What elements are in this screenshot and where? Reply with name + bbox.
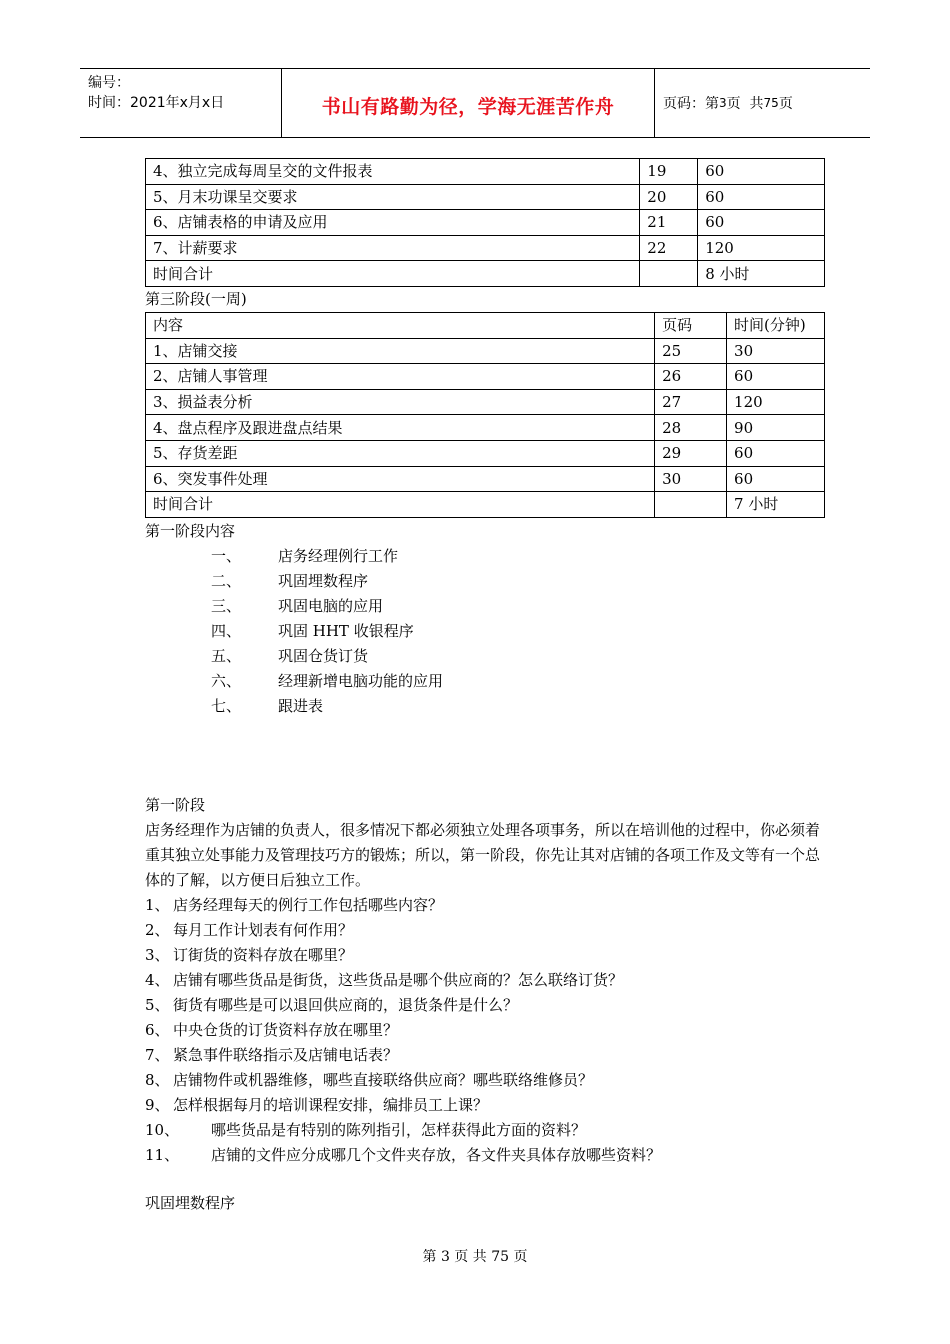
row-page: 21 — [640, 210, 698, 236]
row-time: 60 — [727, 364, 825, 390]
table-row — [146, 338, 825, 364]
stage2-schedule-table — [145, 158, 825, 287]
question-item — [145, 968, 623, 993]
row-page: 28 — [655, 415, 727, 441]
table-row — [146, 389, 825, 415]
question-item — [145, 943, 353, 968]
row-time: 60 — [698, 159, 825, 185]
question-number: 6、 — [145, 1021, 170, 1039]
row-time: 60 — [698, 210, 825, 236]
question-number: 11、 — [145, 1146, 180, 1164]
question-text: 怎样根据每月的培训课程安排，编排员工上课？ — [173, 1096, 489, 1114]
page-total: 75 — [763, 96, 779, 110]
row-content: 5、月末功课呈交要求 — [146, 184, 640, 210]
row-content: 4、独立完成每周呈交的文件报表 — [146, 159, 640, 185]
row-time: 120 — [727, 389, 825, 415]
row-page: 20 — [640, 184, 698, 210]
table-row — [146, 184, 825, 210]
stage1-contents-title: 第一阶段内容 — [145, 522, 236, 540]
header-time: 时间(分钟) — [727, 313, 825, 339]
table-row — [146, 210, 825, 236]
table-header-row — [146, 313, 825, 339]
list-item-number: 三、 — [211, 597, 242, 615]
question-number: 5、 — [145, 996, 170, 1014]
row-page: 19 — [640, 159, 698, 185]
list-item: 巩固 HHT 收银程序 — [278, 622, 414, 640]
row-content: 6、突发事件处理 — [146, 466, 655, 492]
row-time: 30 — [727, 338, 825, 364]
question-number: 7、 — [145, 1046, 170, 1064]
row-time: 60 — [727, 466, 825, 492]
table-row — [146, 466, 825, 492]
question-item — [145, 993, 518, 1018]
list-item-number: 二、 — [211, 572, 242, 590]
row-page: 27 — [655, 389, 727, 415]
table-row — [146, 159, 825, 185]
list-item: 巩固电脑的应用 — [278, 597, 384, 615]
table-row — [146, 261, 825, 287]
question-text: 哪些货品是有特别的陈列指引，怎样获得此方面的资料？ — [211, 1121, 587, 1139]
question-item — [145, 1043, 398, 1068]
question-text: 紧急事件联络指示及店铺电话表？ — [173, 1046, 399, 1064]
row-page — [655, 492, 727, 518]
question-number: 2、 — [145, 921, 170, 939]
row-page: 26 — [655, 364, 727, 390]
row-content: 1、店铺交接 — [146, 338, 655, 364]
header-left-cell — [80, 69, 282, 137]
row-time: 120 — [698, 235, 825, 261]
list-item-number: 一、 — [211, 547, 242, 565]
list-item: 巩固仓货订货 — [278, 647, 369, 665]
row-page: 25 — [655, 338, 727, 364]
row-page: 29 — [655, 440, 727, 466]
question-text: 中央仓货的订货资料存放在哪里？ — [173, 1021, 399, 1039]
page-prefix: 页码：第 — [663, 96, 719, 112]
question-number: 3、 — [145, 946, 170, 964]
question-number: 10、 — [145, 1121, 180, 1139]
row-page: 22 — [640, 235, 698, 261]
row-content: 2、店铺人事管理 — [146, 364, 655, 390]
row-content: 4、盘点程序及跟进盘点结果 — [146, 415, 655, 441]
row-content: 6、店铺表格的申请及应用 — [146, 210, 640, 236]
question-text: 订街货的资料存放在哪里？ — [173, 946, 354, 964]
header-content: 内容 — [146, 313, 655, 339]
list-item: 巩固埋数程序 — [278, 572, 369, 590]
row-content: 时间合计 — [146, 261, 640, 287]
question-text: 店务经理每天的例行工作包括哪些内容？ — [173, 896, 444, 914]
row-content: 7、计薪要求 — [146, 235, 640, 261]
list-item-number: 五、 — [211, 647, 242, 665]
question-text: 店铺有哪些货品是街货，这些货品是哪个供应商的？怎么联络订货？ — [173, 971, 624, 989]
question-item — [145, 1118, 586, 1143]
header-page: 页码 — [655, 313, 727, 339]
row-content: 3、损益表分析 — [146, 389, 655, 415]
question-text: 街货有哪些是可以退回供应商的，退货条件是什么？ — [173, 996, 519, 1014]
list-item: 跟进表 — [278, 697, 324, 715]
doc-number-label: 编号： — [88, 75, 130, 91]
row-time: 8 小时 — [698, 261, 825, 287]
row-time: 60 — [727, 440, 825, 466]
question-text: 每月工作计划表有何作用？ — [173, 921, 354, 939]
row-page: 30 — [655, 466, 727, 492]
page-current: 3 — [719, 96, 727, 110]
list-item-number: 六、 — [211, 672, 242, 690]
stage3-schedule-table — [145, 312, 825, 518]
page-header — [80, 68, 870, 138]
question-item — [145, 1018, 398, 1043]
row-time: 60 — [698, 184, 825, 210]
page-footer: 第 3 页 共 75 页 — [422, 1249, 528, 1265]
row-content: 时间合计 — [146, 492, 655, 518]
stage3-title: 第三阶段(一周) — [145, 290, 247, 308]
row-time: 90 — [727, 415, 825, 441]
question-item — [145, 893, 443, 918]
list-item-number: 七、 — [211, 697, 242, 715]
table-row — [146, 440, 825, 466]
list-item-number: 四、 — [211, 622, 242, 640]
section-heading: 巩固埋数程序 — [145, 1194, 236, 1212]
page-mid: 页 共 — [726, 96, 764, 112]
table-row — [146, 415, 825, 441]
question-text: 店铺的文件应分成哪几个文件夹存放，各文件夹具体存放哪些资料？ — [211, 1146, 662, 1164]
question-number: 1、 — [145, 896, 170, 914]
question-item — [145, 1068, 593, 1093]
row-page — [640, 261, 698, 287]
table-row — [146, 492, 825, 518]
list-item: 经理新增电脑功能的应用 — [278, 672, 444, 690]
doc-time-label: 时间：2021年x月x日 — [88, 95, 225, 111]
question-item — [145, 1143, 661, 1168]
stage1-paragraph: 店务经理作为店铺的负责人，很多情况下都必须独立处理各项事务，所以在培训他的过程中，你必须着重其独立处事能力及管理技巧方的锻炼；所以，第一阶段，你先让其对店铺的各项工作及文等有一个总体的了解，以方便日后独立工作。 — [145, 821, 821, 889]
question-item — [145, 1093, 488, 1118]
header-page-info — [655, 69, 870, 137]
row-content: 5、存货差距 — [146, 440, 655, 466]
stage1-heading: 第一阶段 — [145, 796, 206, 814]
question-text: 店铺物件或机器维修，哪些直接联络供应商？哪些联络维修员？ — [173, 1071, 594, 1089]
list-item: 店务经理例行工作 — [278, 547, 399, 565]
header-motto: 书山有路勤为径，学海无涯苦作舟 — [282, 69, 655, 137]
question-number: 9、 — [145, 1096, 170, 1114]
table-row — [146, 364, 825, 390]
question-number: 4、 — [145, 971, 170, 989]
question-item — [145, 918, 353, 943]
table-row — [146, 235, 825, 261]
question-number: 8、 — [145, 1071, 170, 1089]
page-suffix: 页 — [778, 96, 793, 112]
row-time: 7 小时 — [727, 492, 825, 518]
